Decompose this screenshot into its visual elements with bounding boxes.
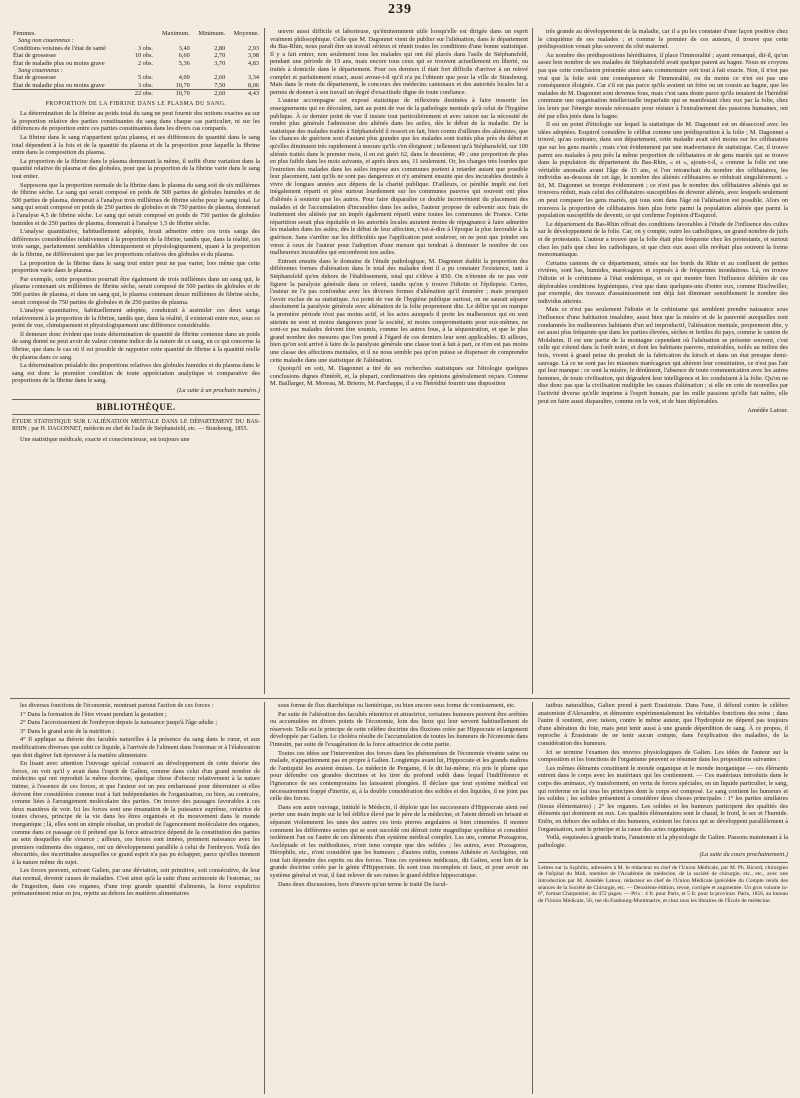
table-cell: 5,36 <box>178 59 190 67</box>
table-header: Minimum. <box>198 30 226 37</box>
paragraph: La proportion de la fibrine dans le sang tout entier peut ne pas varier, lors même que cette proportion varie dans le plasma. <box>12 259 260 275</box>
table-cell: État de maladie plus ou moins grave <box>13 81 105 89</box>
table-header: Maximum. <box>161 30 190 37</box>
column-divider <box>532 28 533 694</box>
paragraph: Le département du Bas-Rhin offrait des conditions favorables à l'étude de l'influence des cultes sur le développement de la folie. Car, on y compte, outre les catholiques, un grand nombre de juifs et de protestants. L'auteur a trouvé que la folie était plus fréquente chez les protestants, et surtout chez les juifs que chez les catholiques, et que chez eux aussi elle revêtait plus souvent la forme monomaniaque. <box>538 220 788 259</box>
paragraph: La détermination de la fibrine au poids total du sang ne peut fournir des notions exactes au sur la proportion relative des parties constituantes du sang dans chaque cas particulier, ni sur les différences de proportion entre ces parties constituantes dans les divers cas comparés. <box>12 110 260 133</box>
paragraph: Certains cantons de ce département, situés sur les bords du Rhin et au confluent de petites rivières, sont bas, humides, marécageux et exposés à de fréquentes inondations. Là, on trouve l'idiotie et le crétinisme à l'état endémique, et ce qui montre bien l'influence délétère de ces déplorables conditions hygiéniques, c'est que dans quelques-uns d'entre eux, comme Bischwiller, par exemple, des travaux d'assainissement ont déjà fait diminuer sensiblement le nombre des individus atteints. <box>538 259 788 305</box>
table-row <box>12 60 260 67</box>
paragraph: Par suite de l'altération des facultés rétentrice et attractrice, certaines humeurs peuvent être arrêtées ou accumulées en divers points de l'économie, loin des lieux qui leur servent habituellement de réservoir. Telle est le principe de cette célèbre doctrine des fluxions créée par Hippocrate et largement développée par Galien. Le choléra résulte de l'accumulation de toutes les humeurs de l'économie dans l'intestin, par suite de l'exagération de la force attractrice de cette partie. <box>270 710 528 748</box>
table-cell: 10,70 <box>154 90 191 98</box>
table-cell: 2,60 <box>191 90 226 98</box>
paragraph: les diverses fonctions de l'économie, montrant partout l'action de ces forces : <box>20 702 214 709</box>
paragraph: Il est un point d'étiologie sur lequel la statistique de M. Dagonnet est en désaccord avec les idées adoptées. Esquirol considère le célibat comme une prédisposition à la folie ; M. Dagonnet a trouvé, qu'au contraire, dans son département, cette maladie avait sévi moins sur les célibataires que sur les gens mariés ; mais c'est évidemment par une inadvertance de statistique. Car, il trouve parmi ses malades à peu près la même proportion de célibataires et de gens mariés qui se trouve dans la population du département du Bas-Rhin, « et », ajoute-t-il, « comme la folie est une véritable anomalie avant l'âge de 15 ans, si l'on retranchait du nombre des célibataires, les individus au-dessous de cet âge, le nombre des aliénés célibataires se réduirait singulièrement. » Ici, M. Dagonnet se trompe évidemment ; ce n'est pas le nombre des célibataires aliénés qui se trouvera réduit, mais celui des célibataires susceptibles de devenir aliénés, avec lesquels seulement on peut comparer les gens mariés, qui tous sont dans l'âge où l'aliénation est possible. Alors on trouvera la proportion de célibataires bien plus forte parmi la population aliénée que parmi la population susceptible de devenir, ce qui confirme l'opinion d'Esquirol. <box>538 121 788 220</box>
paragraph: 3° Dans le grand acte de la nutrition ; <box>20 727 115 735</box>
table-cell: 2,93 <box>247 44 259 52</box>
table-cell: 2 obs. <box>137 59 153 67</box>
paragraph: Voilà, esquissées à grands traits, l'anatomie et la physiologie de Galien. Passons maintenant à la pathologie. <box>538 834 788 849</box>
table-body <box>12 37 260 97</box>
table-cell: 7,50 <box>214 81 226 89</box>
author-signature: Amédée Latour. <box>747 407 788 415</box>
paragraph: Les mêmes éléments constituent le monde organique et le monde inorganique — ces éléments entrent dans le corps avec les matériaux qui les contiennent. — Ces matériaux introduits dans le corps des animaux, s'y transforment, en vertu de forces spéciales, en un liquide particulier, le sang, qui renferme en lui tous les principes dont le corps est composé. Le sang contient les humeurs et les solides ; les solides présentent à considérer deux choses principales : 1° les parties similaires (tissus élémentaires) ; 2° les organes. Les solides et les humeurs participent des qualités des éléments qui dominent en eux. Les qualités élémentaires sont le chaud, le froid, le sec et l'humide. Enfin, en dehors des solides et des humeurs, existent les forces qui se développent parallèlement à l'organisation, sont le principe et la cause des actes organiques. <box>538 764 788 833</box>
table-cell: 4,83 <box>247 59 259 67</box>
paragraph: Entrant ensuite dans le domaine de l'étude pathologique, M. Dagonnet établit la proportion des différentes formes d'aliénation dans le total des malades dont il a pu constater l'existence, tant à Stéphansfeld qu'en dehors de l'établissement, total qui s'élève à 850. On n'étonne de ne pas voir figurer la paralysie générale dans ce relevé, tandis qu'on y trouve l'idiotie et l'épilepsie. Certes, l'auteur ne l'a pas confondue avec les diverses formes d'aliénation qu'il énumère ; mais pourquoi l'avoir exclue de sa statistique. Au point de vue de l'hygiène publique surtout, on ne saurait séparer absolument la paralysie générale avec aliénation de la folie proprement dite. Le délire qui en marque la première période n'est pas moins actif, et les actes auxquels il porte les malheureux qui en sont atteints ne sont ni moins dangereux pour la société, ni moins compromettants pour eux-mêmes, ne sont-ce pas malades doivent être soumis, comme les autres fous, à la séquestration, et que le plus grand nombre des mesures que l'on prend à l'égard de ces derniers leur sont applicables. Et ailleurs, bien qu'on soit arrivé à faire de la paralysie générale une classe tout à fait à part, ce n'en est pas moins une classe des affections mentales, et il ne nous semble pas qu'on puisse se dispenser de comprendre cette maladie dans une statistique de l'aliénation. <box>270 257 528 364</box>
continued-note: (La suite à un prochain numéro.) <box>176 387 260 395</box>
paragraph: Toutes ces idées sur l'intervention des forces dans les phénomènes de l'économie vivante saine ou malade, n'appartiennent pas en propre à Galien. Longtemps avant lui, Hippocrate et les grands maîtres de l'antiquité les avaient émises. Le médecin de Pergame, il le dit lui-même, n'a pris le plume que pour défendre ces grandes doctrines et les tirer du profond oubli dans lequel l'indifférence et l'ignorance de ses contemporains les laissaient plongées. Il déclare que tout système médical est nécessairement frappé d'inertie, si, à la double considération des solides et des liquides, il ne joint pas celle des forces. <box>270 749 528 803</box>
table-cell: 8,06 <box>247 81 259 89</box>
table-cell: 4,43 <box>226 90 260 98</box>
paragraph: 4° Il applique sa théorie des facultés naturelles à la présence du sang dans le cœur, et aux modifications diverses que subit ce liquide, à l'arrivée de l'aliment dans l'estomac et à l'élaboration que doit digérer fait éprouver à la matière alimentaire. <box>12 736 260 759</box>
article-body <box>538 702 788 849</box>
top-column-1 <box>12 28 260 694</box>
paragraph: Une statistique médicale, exacte et consciencieuse, est toujours une <box>20 436 190 444</box>
table-cell: 2,70 <box>214 52 226 60</box>
paragraph: L'auteur accompagne cet exposé statistique de réflexions destinées à faire ressortir les enseignements qui en découlent, tant au point de vue de la pathologie mentale qu'à celui de l'hygiène publique. À ce dernier point de vue il insiste tout particulièrement et avec raison sur la nécessité de rendre plus générale l'admission des aliénés dans les asiles, dès le début de la maladie. De la statistique des malades traités à Stéphansfeld il ressort en fait, bien connu d'ailleurs des aliénistes, que les chances de guérison sont d'autant plus grandes que les malades sont traités plus près du début et qu'elles diminuent très rapidement à mesure qu'ils s'en éloignent ; tellement qu'à Stéphansfeld, sur 100 aliénés traités dans le premier mois, il en est guéri 62, dans le deuxième, 49 ; une proportion de plus en plus faible dans les mois suivants, et après deux ans, 11 seulement. Or, les charges très lourdes que l'entretien des malades dans les asiles impose aux communes portent à retarder autant que possible leur placement, tant qu'ils ne sont pas dangereux et n'y amènent ensuite que des incurables destinés à vivre de longues années aux dépens de la charité publique. D'ailleurs, ce pénible impôt est fort inégalement réparti et pèse surtout lourdement sur les communes pauvres qui souvent ont plus d'aliénés à soutenir que les autres. Pour faire disparaître ce double inconvénient du placement des malades et de l'accumulation d'incurables dans les asiles, l'auteur propose de subvenir aux frais de traitement des aliénés par un impôt également réparti entre toutes les communes de France. Cette répartition serait plus équitable et les autorités locales auraient moins de répugnance à faire admettre les malades dans les asiles, dès le début de leur affection, c'est-à-dire à l'époque la plus favorable à la guérison. Sans s'arrêter sur les difficultés que l'application peut soulever, on ne peut que joindre ses vœux à ceux de l'auteur pour l'adoption d'une mesure qui tendrait à diminuer le nombre de ces malheureux incurables qui encombrent nos asiles. <box>270 97 528 257</box>
paragraph: En lisant avec attention l'ouvrage spécial consacré au développement de cette théorie des forces, on voit qu'il y avait dans l'esprit de Galien, comme dans celui d'un grand nombre de médecins qui ont reproduit la même doctrine, quelque chose d'obscur relativement à la nature intime, à l'essence de ces forces, et que l'auteur est un peu embarrassé pour déterminer si elles doivent être considérées comme tout à fait indépendantes de l'organisation, ou bien, au contraire, comme liées à l'arrangement moléculaire des parties. On trouve des passages favorables à ces deux manières de voir. Ici les forces sont une émanation de la puissance suprême, créatrice de toutes choses, principe de la vie dans les êtres organisés et du mouvement dans le monde inorganique ; là, elles sont un simple résultat, un produit de l'agencement moléculaire des organes, comme dans ce passage où il prétend que la force attractrice dépend de la constitution des parties au sein desquelles elle s'exerce ; ailleurs, ces forces sont innées, prennent naissance avec les premiers rudiments des organes, ont un développement parallèle à celui de l'embryon. Voilà des obscurités, des incertitudes auxquelles ce grand esprit n'a pas pu échapper, parce qu'elles tiennent à la nature même du sujet. <box>12 760 260 866</box>
table-cell: État de maladie plus ou moins grave <box>13 59 105 67</box>
paragraph: Mais ce n'est pas seulement l'idiotie et le crétinisme qui semblent prendre naissance sous l'influence d'une habitation insalubre, aussi bien que la misère et de la pauvreté auxquelles sont condamnés les malheureux habitants d'un sol improductif, l'aliénation mentale, proprement dite, y est aussi plus fréquente que dans les parties élevées, sèches et fertiles du pays, comme le canton de Molsheim. Il est une partie de la montagne cependant où l'aliénation se présente souvent, c'est celle qui s'étend dans la forêt noire, et dont les habitants pauvres, misérables, isolés au milieu des bois, vivent à grand peine du produit de la fabrication du kirsch et dans un état presque demi-sauvage. Là ce ne sont pas les miasmes marécageux qui altèrent leur constitution, ce n'est pas l'air qui leur manque : ce sont la misère, le dénûment, l'absence de toute communication avec les autres hommes, de toute civilisation, qui dégradent leur intelligence et les conduisent à la folie. Qu'on ne dise donc pas que la civilisation multiplie les causes d'aliénation ; si elle en crée de nouvelles par l'activité diverse qu'elle imprime à l'esprit humain, par les mille passions qu'elle fait naître, elle peut en faire aussi disparaître, comme on le voit, et de bien déplorables. <box>538 306 788 405</box>
table-header: Femmes. <box>13 30 36 37</box>
column-divider <box>264 28 265 694</box>
section-title-box <box>12 399 260 416</box>
section-heading: PROPORTION DE LA FIBRINE DANS LE PLASMA DU SANG. <box>45 100 227 107</box>
table-header: Moyenne. <box>233 30 259 37</box>
table-cell: 10 obs. <box>134 52 153 60</box>
paragraph: œuvre aussi difficile et laborieuse, qu'éminemment utile lorsqu'elle est dirigée dans un esprit vraiment philosophique. Celle que M. Dagonnet vient de publier sur l'aliénation, dans le département du Bas-Rhin, nous paraît être un travail sérieux et réunit toutes les conditions d'une bonne statistique. Il y a fait entrer, non seulement tous les malades qui ont été placés dans l'asile de Stéphansfeld, pendant une période de 19 ans, mais encore tous ceux qui se trouvent actuellement en liberté, ou traités à domicile dans le département. Pour ces derniers il était fort difficile d'arriver à un relevé complet et parfaitement exact, aussi avoue-t-il qu'il n'a pu l'obtenir que pour la ville de Strasbourg. Mais dans le reste du département, le concours des médecins cantonaux et des autorités locales lui a permis de donner à son travail un degré d'exactitude digne de toute confiance. <box>270 28 528 96</box>
bottom-column-3 <box>538 702 788 1094</box>
table-row <box>12 37 260 44</box>
top-column-3 <box>538 28 788 694</box>
table-cell: 3,70 <box>214 59 226 67</box>
paragraph: Dans deux discussions, hors d'œuvre qu'un terme le traité De facul- <box>278 880 448 888</box>
bottom-column-2 <box>270 702 528 1094</box>
fibrine-table <box>12 30 260 98</box>
column-divider <box>264 702 265 1094</box>
article-body <box>12 110 260 385</box>
table-row <box>12 74 260 81</box>
table-row <box>12 52 260 59</box>
continued-note: (La suite du cours prochainement.) <box>699 851 788 859</box>
bottom-column-1 <box>12 702 260 1094</box>
review-body <box>12 436 260 444</box>
paragraph: sous forme de flux diarrhéique ou lientérique, ou bien encore sous forme de vomissement, etc. <box>278 702 516 709</box>
column-divider <box>532 702 533 1094</box>
paragraph: Les forces peuvent, suivant Galien, par une déviation, soit primitive, soit consécutive, de leur état normal, devenir causes de maladies. C'est ainsi qu'à la suite d'une acrimonie de l'estomac, ou de l'ingestion, dans ces organes, d'une trop grande quantité d'aliments, la force expultrice prématurément mise en jeu, rejette au dehors les matières alimentaires <box>12 867 260 898</box>
footnote: Lettres sur la Syphilis, adressées à M. le rédacteur en chef de l'Union Médicale, par M. Ph. Ricord, chirurgien de l'hôpital du Midi, membre de l'Académie de médecine, de la société de chirurgie, etc., etc., avec une Introduction par M. Amédée Latour, rédacteur en chef de l'Union Médicale (précédée du Compte rendu des séances de la Société de Chirurgie, etc. — Deuxième édition, revue, corrigée et augmentée. Un gros volume in-8°, format Charpentier, de 472 pages. — Prix : 4 fr. pour Paris, et 5 fr. pour la province. Paris, 1856, au bureau de l'Union Médicale, 56, rue du Faubourg-Montmartre, et chez tous les libraires de l'École de médecine. <box>538 862 788 905</box>
paragraph: La détermination préalable des proportions relatives des globules humides et du plasma dans le sang est donc la première condition de toute appréciation analytique et comparative des proportions de la fibrine dans le sang. <box>12 362 260 385</box>
table-row <box>12 90 260 98</box>
paragraph: Par exemple, cette proportion pourrait être également de trois millièmes dans un sang qui, le plasma contenant six millièmes de fibrine sèche, serait composé de 500 parties de globules et de 500 parties de plasma, et dans un sang qui, le plasma contenant douze millièmes de fibrine sèche, serait composé de 750 parties de globules et de 250 parties de plasma. <box>12 275 260 306</box>
table-cell: 2,60 <box>214 74 226 82</box>
table-cell: État de grossesse <box>13 52 57 60</box>
table-cell: État de grossesse <box>13 74 57 82</box>
paragraph: très grande au développement de la maladie, car il a pu les constater d'une façon positive chez le cinquième de ses malades ; et comme le premier de ces auteurs, il trouve que cette prédisposition venait plus souvent du côté maternel. <box>538 28 788 51</box>
table-cell: 5 obs. <box>137 74 153 82</box>
paragraph: Il demeure donc évident que toute détermination de quantité de fibrine contenue dans un poids de sang donné ne peut avoir de valeur comme indice de la nature de ce sang, en ce qui concerne la fibrine, que dans le cas où il est possible de rapporter cette quantité de fibrine à la quantité réelle du plasma dans ce sang. <box>12 330 260 361</box>
table-cell: 3 obs. <box>137 44 153 52</box>
table-cell: Conditions voisines de l'état de santé <box>13 44 106 52</box>
paragraph: La fibrine dans le sang n'appartient qu'au plasma, et ses différences de quantité dans le sang total dépendent à la fois et de la quantité du plasma et de la proportion pour laquelle la fibrine entre dans la composition du plasma. <box>12 134 260 157</box>
table-cell: 6,60 <box>178 52 190 60</box>
paragraph: La proportion de la fibrine dans le plasma demeurant la même, il suffit d'une variation dans la quantité relative du plasma et des globules, pour que la proportion de la fibrine varie dans le sang tout entier. <box>12 157 260 180</box>
table-cell <box>12 90 129 98</box>
paragraph: Supposons que la proportion normale de la fibrine dans le plasma du sang soit de six millièmes de fibrine sèche. Le sang qui serait composé en poids de 500 parties de globules humides et de 500 parties de plasma, donnerait à l'analyse trois millièmes de fibrine sèche pour le sang total. Le sang qui serait composé en poids de 250 parties de globules et de 750 parties de plasma, donnerait à l'analyse 4,5 de fibrine sèche. Le sang qui serait composé en poids de 750 parties de globules humides et de 250 parties de plasma, donnerait à l'analyse 1,5 de fibrine sèche. <box>12 181 260 227</box>
page-number: 239 <box>388 2 412 17</box>
paragraph: Quoiqu'il en soit, M. Dagonnet a tiré de ses recherches statistiques sur l'étiologie quelques conclusions dignes d'intérêt, et, la plupart, confirmatives des opinions généralement reçues. Comme M. Baillarger, M. Moreau, M. Brierre, M. Parchappe, il a vu l'hérédité fournir une disposition <box>270 365 528 388</box>
section-title: BIBLIOTHÈQUE. <box>96 401 176 412</box>
table-cell: 3,34 <box>247 74 259 82</box>
table-cell: 2,80 <box>214 44 226 52</box>
table-section-label: Sang non couenneux : <box>18 37 74 45</box>
paragraph: Au nombre des prédispositions héréditaires, il place l'immoralité ; ayant remarqué, dit-il, qu'un assez bon nombre de ses malades de Stéphansfeld avait quelque parent au bagne. Nous ne croyons pas que cette conclusion présentée ainsi sans commentaire soit tout à fait exacte. Non, il n'est pas vrai que la folie soit une conséquence de l'immoralité, ou du moins ce n'en est pas une conséquence éloignée. Car s'il est pas parce qu'ils avaient un frère ou un cousin au bagne, que les malades de M. Dagonnet sont devenus fous, mais c'est sans doute parce qu'ils tenaient de l'hérédité commune une organisation intellectuelle imparfaite qui se manifestait chez eux par la folie, chez les leurs par l'énergie morale nécessaire pour résister à l'entraînement des passions humaines, ont été par elles jetés dans le bagne. <box>538 51 788 120</box>
paragraph: 1° Dans la formation de l'être vivant pendant la gestation ; <box>20 710 167 718</box>
section-divider <box>10 698 790 699</box>
paragraph: L'analyse quantitative, habituellement adoptée, ferait admettre entre ces trois sangs des différences considérables relativement à la proportion de la fibrine, tandis que, dans la réalité, ces trois sangs, parfaitement semblables chimiquement et physiologiquement, quant à la proportion de la fibrine, ne différeraient que par les proportions relatives des globules et du plasma. <box>12 228 260 258</box>
table-section-label: Sang couenneux : <box>18 67 63 75</box>
table-header-row <box>12 30 260 37</box>
paragraph: 2° Dans l'accroissement de l'embryon depuis la naissance jusqu'à l'âge adulte ; <box>20 719 218 727</box>
paragraph: tatibus naturalibus, Galien prend à parti Érasistrate. Dans l'une, il défend contre le célèbre anatomiste d'Alexandrie, et démontre expérimentalement les véritables fonctions des reins ; dans l'autre il soutient, avec raison, contre le même auteur, que l'hydropisie ne dépend pas toujours d'une altération du foie, mais peut tenir aussi à une grande déperdition de sang. À ce propos, il reproche à Érasistrate de ne tenir aucun compte, dans l'explication des maladies, de la considération des humeurs. <box>538 702 788 747</box>
table-header <box>129 30 154 37</box>
paragraph: Ici se termine l'examen des œuvres physiologiques de Galien. Les idées de l'auteur sur la composition et les fonctions de l'organisme peuvent se résumer dans les propositions suivantes : <box>538 748 788 764</box>
paragraph: Dans son autre ouvrage, intitulé le Médecin, il déploie que les successeurs d'Hippocrate aient osé porter une main impie sur le bel édifice élevé par le père de la médecine, et l'aient démoli en brisant et séparant violemment les unes des autres ces trois pierres angulaires si bien cimentées. Il montre comment les différentes sectes qui se sont succédé ont détruit cette magnifique synthèse et considéré isolément l'un ou l'autre de ces éléments d'un système médical complet. Les uns, comme Praxagoras, Asclépiade et les méthodistes, n'ont tenu compte que des solides ; les autres, avec Praxagoras, Hérophile, etc., n'ont considéré que les humeurs ; d'autres enfin, comme Athénée et Archigène, ont tout fait dépendre des esprits ou des forces. Tous ces systèmes médicaux, dit Galien, sont loin de la grande doctrine créée par le génie d'Hippocrate. Ils sont tous incomplets et faux, et pour avoir un système général et vrai, il faut relever de ses ruines le grand édifice hippocratique. <box>270 803 528 880</box>
table-cell: 3 obs. <box>137 81 153 89</box>
table-cell: 3,98 <box>247 52 259 60</box>
book-heading: ÉTUDE STATISTIQUE SUR L'ALIÉNATION MENTALE DANS LE DÉPARTEMENT DU BAS-RHIN ; par H. DAGONNET, médecin en chef de l'asile de Stéphansfeld, etc. — Strasbourg, 1855. <box>12 419 260 433</box>
table-cell: 22 obs. <box>129 90 154 98</box>
table-row <box>12 82 260 90</box>
table-cell: 10,70 <box>175 81 190 89</box>
top-column-2 <box>270 28 528 694</box>
article-body <box>538 28 788 405</box>
paragraph: L'analyse quantitative, habituellement adoptée, conduirait à assimiler ces deux sangs relativement à la proportion de la fibrine, tandis que, dans la réalité, il existerait entre eux, sous ce point de vue, chimiquement et physiologiquement une différence considérable. <box>12 307 260 330</box>
table-cell: 3,40 <box>178 44 190 52</box>
table-cell: 4,00 <box>178 74 190 82</box>
